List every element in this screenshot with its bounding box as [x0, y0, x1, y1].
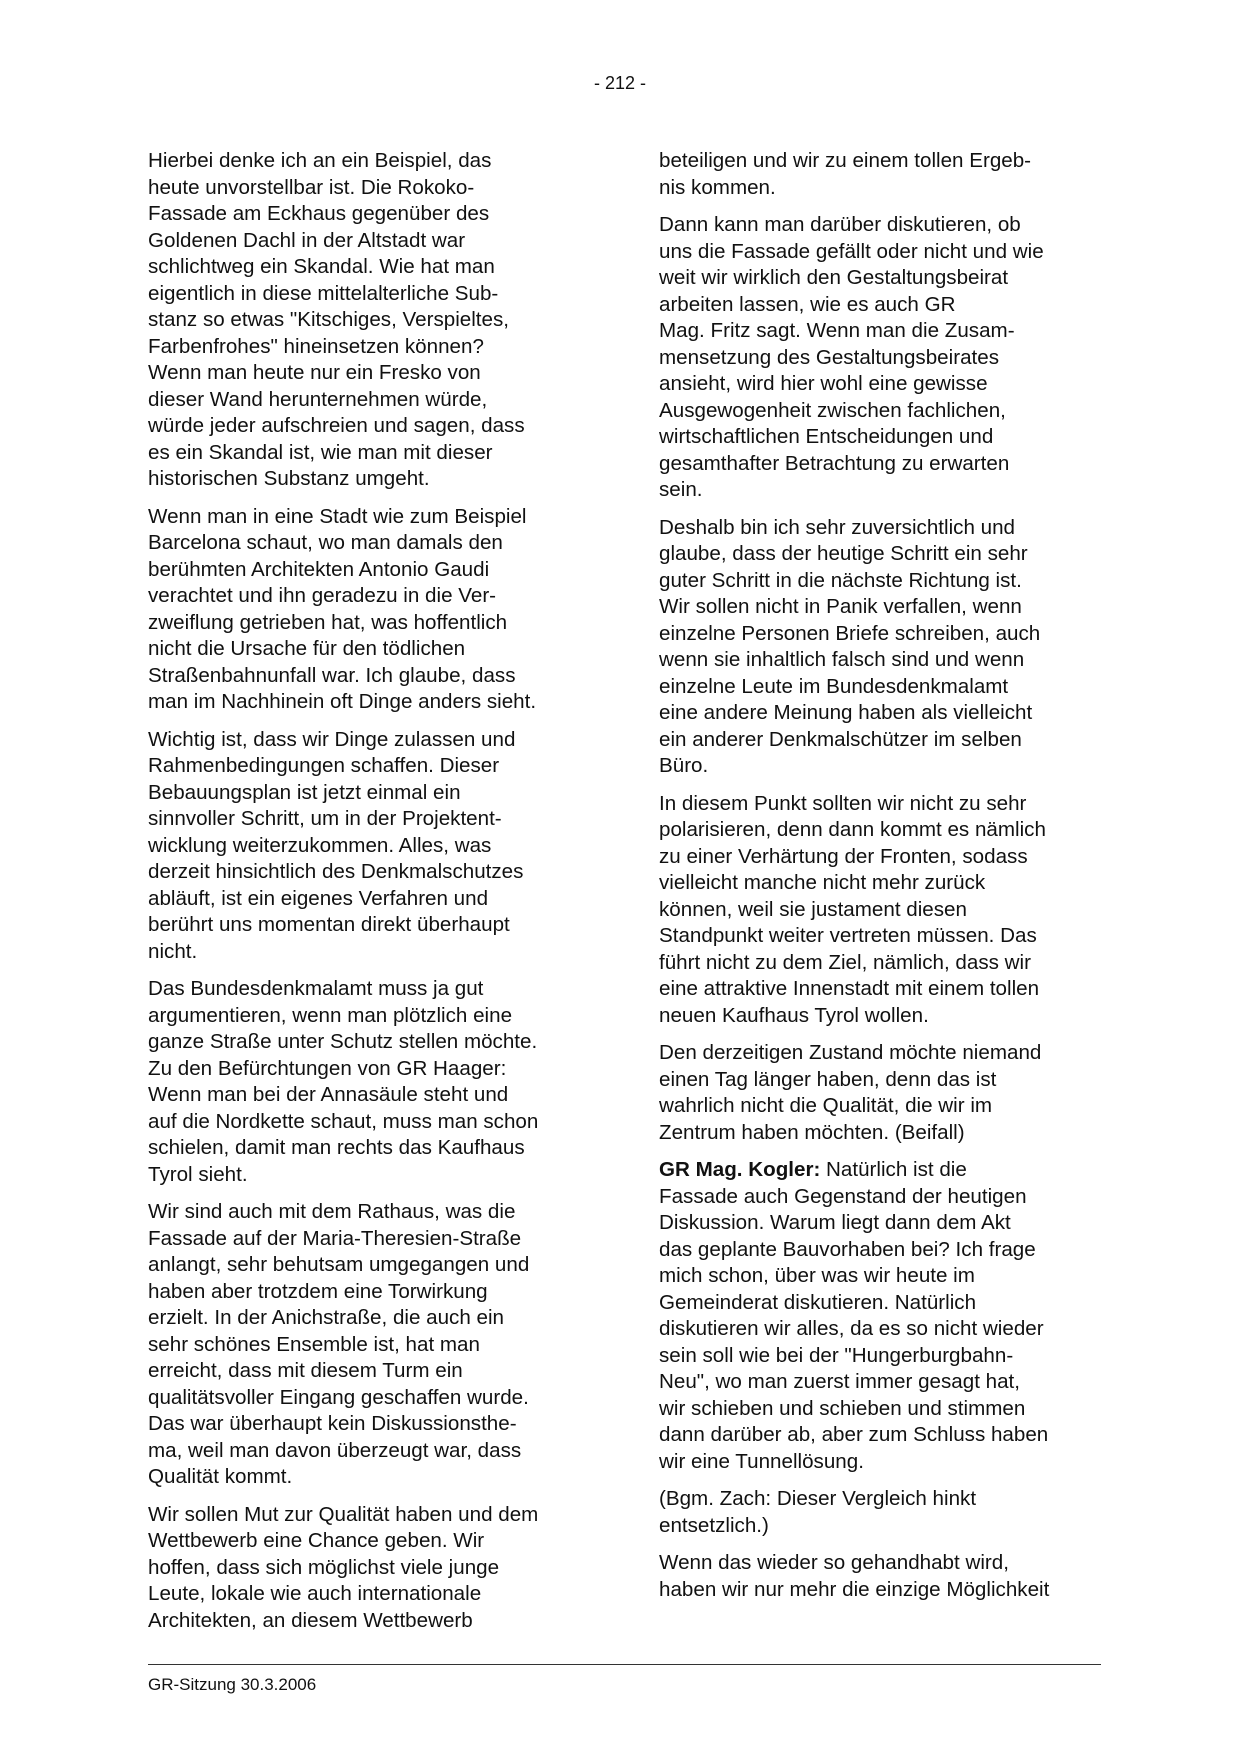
- text-line: Das Bundesdenkmalamt muss ja gut: [148, 977, 484, 1000]
- text-line: Goldenen Dachl in der Altstadt war: [148, 228, 466, 252]
- text-line: arbeiten lassen, wie es auch GR: [659, 292, 956, 316]
- text-line: es ein Skandal ist, wie man mit dieser: [148, 440, 493, 464]
- text-line: Hierbei denke ich an ein Beispiel, das: [148, 149, 492, 172]
- text-line: Wettbewerb eine Chance geben. Wir: [148, 1529, 485, 1552]
- text-line: sein.: [659, 478, 703, 501]
- text-line: ansieht, wird hier wohl eine gewisse: [659, 372, 988, 395]
- speaker-text: Natürlich ist die: [820, 1158, 967, 1181]
- text-line: wir eine Tunnellösung.: [659, 1449, 864, 1473]
- text-line: Wir sollen Mut zur Qualität haben und dem: [148, 1502, 539, 1526]
- text-line: eine andere Meinung haben als vielleicht: [659, 701, 1033, 724]
- text-line: argumentieren, wenn man plötzlich eine: [148, 1003, 513, 1027]
- text-line: ganze Straße unter Schutz stellen möchte.: [148, 1030, 538, 1053]
- text-line: nis kommen.: [659, 175, 776, 199]
- paragraph: [148, 1502, 593, 1635]
- text-line: würde jeder aufschreien und sagen, dass: [148, 414, 525, 437]
- text-line: sehr schönes Ensemble ist, hat man: [148, 1332, 480, 1356]
- text-line: wir schieben und schieben und stimmen: [659, 1396, 1026, 1420]
- text-line: Wir sind auch mit dem Rathaus, was die: [148, 1200, 516, 1223]
- text-line: Fassade auf der Maria-Theresien-Straße: [148, 1226, 522, 1250]
- text-line: Zu den Befürchtungen von GR Haager:: [148, 1056, 507, 1080]
- text-line: Wichtig ist, dass wir Dinge zulassen und: [148, 727, 516, 751]
- text-line: nicht.: [148, 939, 198, 963]
- footer-text: GR-Sitzung 30.3.2006: [148, 1675, 317, 1694]
- paragraph: [148, 1199, 593, 1491]
- text-line: Das war überhaupt kein Diskussionsthe-: [148, 1412, 517, 1435]
- text-line: Wenn man heute nur ein Fresko von: [148, 361, 481, 384]
- text-line: Mag. Fritz sagt. Wenn man die Zusam-: [659, 319, 1015, 342]
- text-line: erreicht, dass mit diesem Turm ein: [148, 1359, 463, 1382]
- text-line: wahrlich nicht die Qualität, die wir im: [659, 1094, 993, 1117]
- text-line: guter Schritt in die nächste Richtung ist.: [659, 568, 1022, 592]
- page-number: - 212 -: [593, 73, 647, 93]
- text-line: hoffen, dass sich möglichst viele junge: [148, 1555, 500, 1579]
- text-line: glaube, dass der heutige Schritt ein sehr: [659, 542, 1028, 565]
- text-line: Den derzeitigen Zustand möchte niemand: [659, 1041, 1042, 1064]
- text-line: qualitätsvoller Eingang geschaffen wurde.: [148, 1385, 529, 1409]
- text-line: Dann kann man darüber diskutieren, ob: [659, 213, 1021, 236]
- text-line: anlangt, sehr behutsam umgegangen und: [148, 1253, 530, 1276]
- text-line: abläuft, ist ein eigenes Verfahren und: [148, 886, 489, 910]
- text-line: In diesem Punkt sollten wir nicht zu sehr: [659, 791, 1027, 815]
- text-line: wenn sie inhaltlich falsch sind und wenn: [659, 648, 1025, 671]
- text-line: Farbenfrohes" hineinsetzen können?: [148, 334, 484, 358]
- text-line: eigentlich in diese mittelalterliche Sub-: [148, 281, 499, 305]
- text-line: nicht die Ursache für den tödlichen: [148, 637, 466, 660]
- paragraph: [659, 148, 1104, 201]
- text-line: [659, 1157, 1104, 1184]
- text-line: mensetzung des Gestaltungsbeirates: [659, 345, 999, 369]
- text-line: Neu", wo man zuerst immer gesagt hat,: [659, 1370, 1020, 1393]
- text-line: Fassade auch Gegenstand der heutigen: [659, 1184, 1027, 1208]
- paragraph: [148, 976, 593, 1188]
- text-line: gesamthafter Betrachtung zu erwarten: [659, 451, 1010, 475]
- text-line: Fassade am Eckhaus gegenüber des: [148, 202, 490, 225]
- text-line: Wir sollen nicht in Panik verfallen, wenn: [659, 595, 1022, 618]
- text-line: Straßenbahnunfall war. Ich glaube, dass: [148, 663, 516, 687]
- text-line: mich schon, über was wir heute im: [659, 1264, 975, 1287]
- paragraph: [148, 727, 593, 966]
- paragraph: [148, 504, 593, 716]
- text-line: vielleicht manche nicht mehr zurück: [659, 871, 986, 894]
- text-line: Wenn das wieder so gehandhabt wird,: [659, 1551, 1009, 1574]
- footer-rule: [148, 1664, 1101, 1665]
- text-line: einen Tag länger haben, denn das ist: [659, 1067, 997, 1091]
- text-line: polarisieren, denn dann kommt es nämlich: [659, 818, 1046, 841]
- text-line: schlichtweg ein Skandal. Wie hat man: [148, 255, 495, 278]
- text-line: sinnvoller Schritt, um in der Projektent-: [148, 807, 502, 830]
- right-column: [659, 148, 1104, 1603]
- text-line: heute unvorstellbar ist. Die Rokoko-: [148, 175, 475, 199]
- paragraph: [659, 212, 1104, 504]
- text-line: Ausgewogenheit zwischen fachlichen,: [659, 398, 1006, 422]
- text-line: beteiligen und wir zu einem tollen Ergeb-: [659, 149, 1032, 172]
- text-line: Leute, lokale wie auch internationale: [148, 1582, 482, 1605]
- text-line: wirtschaftlichen Entscheidungen und: [659, 425, 994, 448]
- text-line: verachtet und ihn geradezu in die Ver-: [148, 584, 497, 607]
- text-line: neuen Kaufhaus Tyrol wollen.: [659, 1003, 929, 1027]
- text-line: ma, weil man davon überzeugt war, dass: [148, 1438, 522, 1462]
- text-line: uns die Fassade gefällt oder nicht und wie: [659, 239, 1044, 263]
- text-line: Wenn man bei der Annasäule steht und: [148, 1083, 509, 1106]
- text-line: dann darüber ab, aber zum Schluss haben: [659, 1423, 1049, 1446]
- text-line: Qualität kommt.: [148, 1465, 293, 1488]
- text-line: Wenn man in eine Stadt wie zum Beispiel: [148, 504, 527, 528]
- text-line: Architekten, an diesem Wettbewerb: [148, 1608, 473, 1632]
- text-line: dieser Wand herunternehmen würde,: [148, 387, 488, 411]
- text-line: derzeit hinsichtlich des Denkmalschutzes: [148, 860, 524, 883]
- text-line: Standpunkt weiter vertreten müssen. Das: [659, 924, 1037, 947]
- text-line: Gemeinderat diskutieren. Natürlich: [659, 1290, 977, 1314]
- text-line: berühmten Architekten Antonio Gaudi: [148, 557, 490, 581]
- paragraph: [659, 791, 1104, 1030]
- text-line: historischen Substanz umgeht.: [148, 467, 430, 490]
- text-line: sein soll wie bei der "Hungerburgbahn-: [659, 1343, 1014, 1367]
- text-line: zweiflung getrieben hat, was hoffentlich: [148, 610, 508, 634]
- text-line: man im Nachhinein oft Dinge anders sieht.: [148, 690, 537, 713]
- paragraph: [659, 1486, 1104, 1539]
- text-line: Tyrol sieht.: [148, 1162, 248, 1186]
- left-column: [148, 148, 593, 1634]
- text-line: schielen, damit man rechts das Kaufhaus: [148, 1136, 525, 1159]
- text-line: Deshalb bin ich sehr zuversichtlich und: [659, 515, 1015, 539]
- text-line: zu einer Verhärtung der Fronten, sodass: [659, 844, 1028, 868]
- text-line: (Bgm. Zach: Dieser Vergleich hinkt: [659, 1487, 977, 1510]
- text-line: eine attraktive Innenstadt mit einem tollen: [659, 977, 1040, 1000]
- paragraph: [148, 148, 593, 493]
- text-line: weit wir wirklich den Gestaltungsbeirat: [659, 266, 1009, 289]
- paragraph: [659, 1157, 1104, 1475]
- text-line: ein anderer Denkmalschützer im selben: [659, 727, 1022, 751]
- text-line: auf die Nordkette schaut, muss man schon: [148, 1109, 539, 1133]
- text-line: entsetzlich.): [659, 1513, 769, 1537]
- speaker-name: GR Mag. Kogler:: [659, 1158, 821, 1181]
- text-line: haben aber trotzdem eine Torwirkung: [148, 1279, 488, 1303]
- paragraph: [659, 515, 1104, 780]
- text-line: einzelne Leute im Bundesdenkmalamt: [659, 674, 1009, 698]
- text-line: können, weil sie justament diesen: [659, 897, 967, 921]
- text-line: Bebauungsplan ist jetzt einmal ein: [148, 780, 461, 804]
- text-line: berührt uns momentan direkt überhaupt: [148, 913, 510, 936]
- text-line: stanz so etwas "Kitschiges, Verspieltes,: [148, 308, 510, 331]
- paragraph: [659, 1550, 1104, 1603]
- text-line: Rahmenbedingungen schaffen. Dieser: [148, 754, 500, 777]
- text-line: Büro.: [659, 754, 709, 777]
- text-line: wicklung weiterzukommen. Alles, was: [148, 833, 492, 857]
- text-line: führt nicht zu dem Ziel, nämlich, dass wir: [659, 950, 1031, 974]
- paragraph: [659, 1040, 1104, 1146]
- text-line: Diskussion. Warum liegt dann dem Akt: [659, 1211, 1011, 1234]
- text-line: einzelne Personen Briefe schreiben, auch: [659, 621, 1041, 645]
- text-line: Barcelona schaut, wo man damals den: [148, 531, 503, 554]
- text-line: diskutieren wir alles, da es so nicht wieder: [659, 1317, 1044, 1340]
- text-line: haben wir nur mehr die einzige Möglichkeit: [659, 1577, 1050, 1601]
- text-line: das geplante Bauvorhaben bei? Ich frage: [659, 1237, 1036, 1261]
- text-line: Zentrum haben möchten. (Beifall): [659, 1120, 965, 1144]
- text-line: erzielt. In der Anichstraße, die auch ein: [148, 1306, 505, 1329]
